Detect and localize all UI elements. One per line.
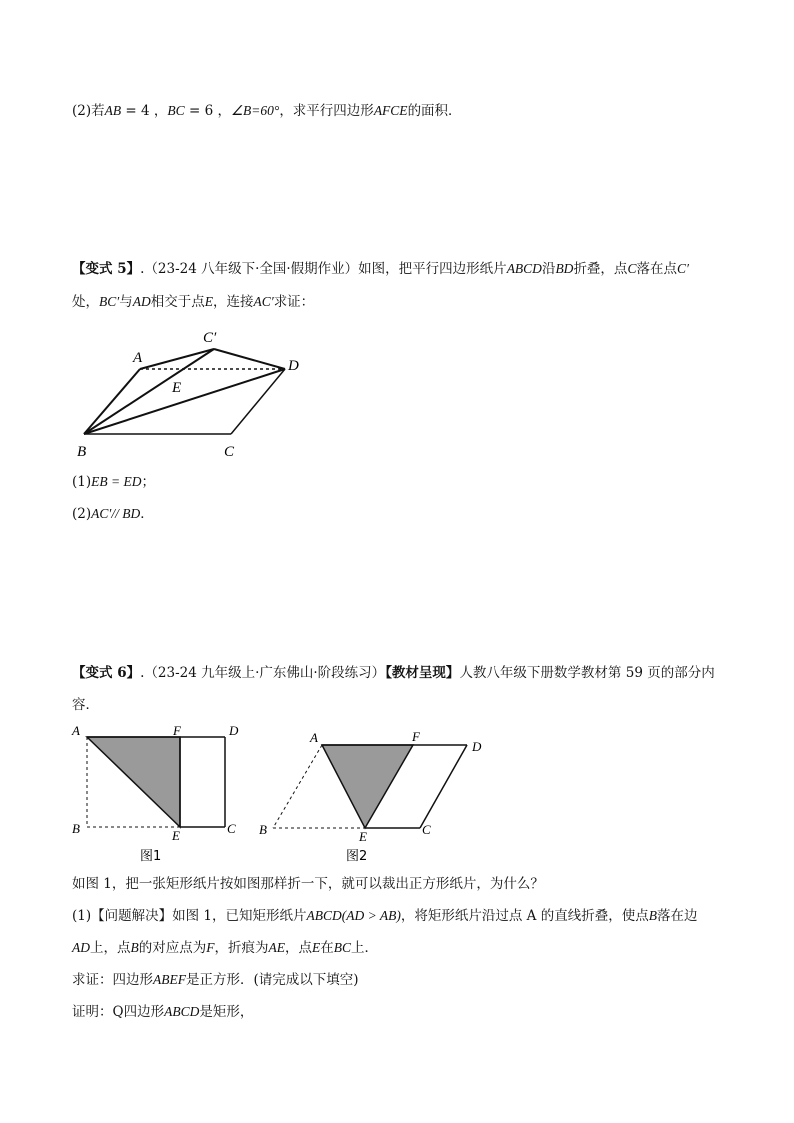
q2-afce: AFCE	[373, 103, 408, 118]
fig1-label-F: F	[173, 723, 181, 738]
fig2-label-F: F	[412, 729, 420, 744]
label-E: E	[172, 380, 182, 396]
v5-bd: BD	[555, 261, 574, 276]
v6-prove-abef: ABEF	[153, 972, 186, 987]
variant6-tag: 【变式 6】	[72, 665, 141, 681]
v6-q1-tail: 落在边	[656, 908, 698, 924]
fig2-caption: 图2	[346, 849, 368, 864]
v5-abcd: ABCD	[506, 261, 542, 276]
fig1-caption: 图1	[140, 849, 162, 864]
figure-2	[273, 745, 467, 828]
v6-l2-f2: 在	[320, 940, 334, 956]
v6-l2-ad: AD	[72, 940, 90, 955]
label-A: A	[133, 350, 143, 366]
v5-part2	[72, 504, 154, 524]
v5-l2d: ，连接	[212, 294, 254, 310]
v6-l2-end: 上．	[351, 940, 379, 956]
q2-ab: AB	[104, 103, 122, 118]
v5-p2-prefix: (2)	[72, 506, 92, 522]
figure-1	[87, 737, 225, 827]
v6-proof-abcd: ABCD	[164, 1004, 200, 1019]
fig2-label-C: C	[422, 822, 431, 837]
q2-eq-ab: = 4 ，	[121, 103, 168, 119]
fig1-label-E: E	[172, 828, 180, 843]
diagonal-bd	[84, 369, 285, 434]
v5-l2e: 求证：	[273, 294, 315, 310]
fig2-left-dashed	[273, 745, 322, 828]
v6-q1-line1	[72, 906, 697, 926]
fig2-label-B: B	[259, 822, 267, 837]
v6-intro	[72, 874, 544, 894]
label-C: C	[224, 444, 235, 460]
v5-l2c: 相交于点	[150, 294, 205, 310]
label-D: D	[288, 358, 299, 374]
v5-bcprime: BC′	[99, 294, 120, 309]
v5-p2-expr: AC′// BD	[91, 506, 141, 521]
v6-q1-line2	[72, 938, 378, 958]
v5-p2-tail: ．	[140, 506, 154, 522]
fig2-label-A: A	[310, 730, 318, 745]
v6-proof-c: 是矩形，	[199, 1004, 254, 1020]
v6-l2-c: 的对应点为	[138, 940, 207, 956]
v5-p1-prefix: (1)	[72, 474, 92, 490]
v6-l2-f: F	[206, 940, 215, 955]
fig2-shaded-triangle	[322, 745, 413, 828]
variant6-line1	[72, 663, 715, 683]
fig2-right-edge	[420, 745, 467, 828]
q2-angle: ∠B=60°	[230, 103, 280, 118]
v5-cprime: C′	[676, 261, 689, 276]
v6-proof-a: 证明：	[72, 1004, 113, 1020]
v6-source-a: .（23-24 九年级上·广东佛山·阶段练习）	[140, 665, 386, 681]
q2-tail: 的面积．	[407, 103, 462, 119]
v5-fold: 折叠，点	[573, 261, 628, 277]
v6-l2-e: ，点	[285, 940, 312, 956]
q2-eq-bc: = 6 ，	[184, 103, 231, 119]
q2-bc: BC	[167, 103, 185, 118]
fig1-label-A: A	[72, 723, 80, 738]
v5-l2b: 与	[119, 294, 133, 310]
v6-l2-d: ，折痕为	[214, 940, 269, 956]
v5-p1-expr: EB = ED	[91, 474, 142, 489]
fig1-label-D: D	[229, 723, 239, 738]
v6-l2-a: 上，点	[90, 940, 131, 956]
edge-cprime-d	[214, 349, 285, 369]
v6-q1-b: B	[648, 908, 657, 923]
fig2-label-E: E	[359, 829, 367, 844]
v6-source-b: 人教八年级下册数学教材第 59 页的部分内	[459, 665, 715, 681]
fig1-label-C: C	[227, 821, 236, 836]
v5-e: E	[204, 294, 213, 309]
v5-land: 落在点	[636, 261, 677, 277]
label-B: B	[77, 444, 87, 460]
v6-intro-text: 如图 1，把一张矩形纸片按如图那样折一下，就可以裁出正方形纸片，为什么？	[72, 876, 544, 892]
v6-l2-ae: AE	[268, 940, 285, 955]
v6-line2: 容．	[72, 697, 99, 713]
q2-rest: ，求平行四边形	[279, 103, 374, 119]
v6-prove-a: 求证：四边形	[72, 972, 153, 988]
label-Cprime: C′	[203, 330, 217, 346]
v5-l2a: 处，	[72, 294, 99, 310]
variant6-line2	[72, 695, 99, 715]
v6-prove-line	[72, 970, 359, 990]
v6-q1-mid: ，将矩形纸片沿过点 A 的直线折叠，使点	[400, 908, 649, 924]
fig1-label-B: B	[72, 821, 80, 836]
edge-acprime	[140, 349, 214, 369]
v6-present: 【教材呈现】	[385, 665, 460, 681]
v6-l2-bc: BC	[333, 940, 352, 955]
variant5-source: .（23-24 八年级下·全国·假期作业）如图，把平行四边形纸片	[140, 261, 507, 277]
v6-l2-b: B	[130, 940, 139, 955]
v6-proof-line	[72, 1002, 253, 1022]
v6-q1-prefix: (1)【问题解决】如图 1，已知矩形纸片	[72, 908, 307, 924]
q2-prefix: (2)若	[72, 103, 105, 119]
v6-l2-ee: E	[312, 940, 321, 955]
v6-q1-rect: ABCD(AD > AB)	[306, 908, 401, 923]
v6-proof-b: 四边形	[123, 1004, 165, 1020]
v5-c: C	[627, 261, 637, 276]
v6-prove-b: 是正方形．(请完成以下填空)	[186, 972, 359, 988]
v5-p1-tail: ；	[141, 474, 155, 490]
v5-acprime: AC′	[253, 294, 274, 309]
fig1-shaded-triangle	[87, 737, 180, 827]
v5-ad: AD	[132, 294, 151, 309]
fig2-label-D: D	[472, 739, 482, 754]
v6-proof-sym: Q	[112, 1004, 124, 1020]
edge-bcprime	[84, 349, 214, 434]
v5-along: 沿	[541, 261, 556, 277]
variant5-tag: 【变式 5】	[72, 261, 141, 277]
v5-part1	[72, 472, 155, 492]
